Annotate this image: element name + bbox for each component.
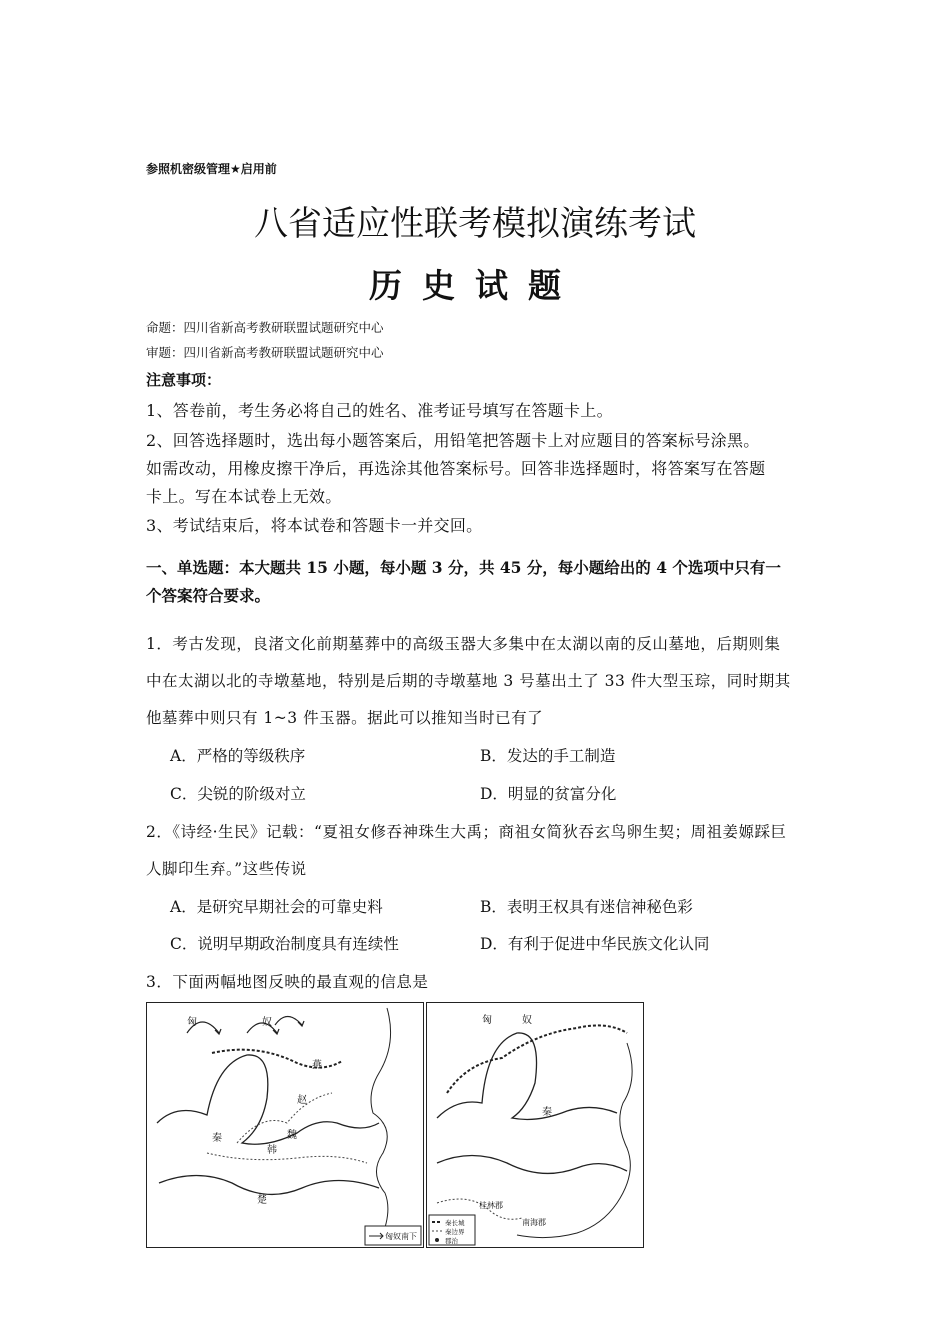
map-label: 匈: [482, 1015, 492, 1026]
map-qin-dynasty: [426, 1002, 644, 1248]
map-label: 秦: [542, 1107, 552, 1118]
question-1-line: 1．考古发现，良渚文化前期墓葬中的高级玉器大多集中在太湖以南的反山墓地，后期则集: [146, 635, 781, 653]
map-legend: 秦边界: [445, 1228, 465, 1236]
map-legend: 匈奴南下: [385, 1232, 417, 1241]
question-1-option-c[interactable]: C．尖锐的阶级对立: [170, 785, 306, 803]
notes-line: 如需改动，用橡皮擦干净后，再选涂其他答案标号。回答非选择题时，将答案写在答题: [146, 459, 766, 478]
map-label: 桂林郡: [479, 1201, 503, 1210]
notes-line: 1、答卷前，考生务必将自己的姓名、准考证号填写在答题卡上。: [146, 401, 613, 420]
question-1-option-a[interactable]: A．严格的等级秩序: [170, 747, 306, 765]
section-heading: 一、单选题：本大题共 15 小题，每小题 3 分，共 45 分，每小题给出的 4 个选项中只有一: [146, 558, 781, 577]
map-label: 韩: [267, 1145, 277, 1156]
map-legend: 秦长城: [445, 1219, 465, 1227]
map-label: 奴: [262, 1017, 272, 1028]
map-label: 匈: [187, 1017, 197, 1028]
question-2-line: 2．《诗经·生民》记载：“夏祖女修吞神珠生大禹；商祖女简狄吞玄鸟卵生契；周祖姜嫄踩巨: [146, 823, 787, 841]
map-label: 魏: [287, 1130, 297, 1141]
question-1-option-d[interactable]: D．明显的贫富分化: [480, 785, 617, 803]
map-label: 燕: [312, 1060, 322, 1071]
section-heading: 个答案符合要求。: [146, 586, 271, 605]
author-line: 命题：四川省新高考教研联盟试题研究中心: [146, 320, 384, 335]
map-legend: 郡治: [445, 1237, 458, 1245]
map-label: 奴: [522, 1015, 532, 1026]
question-2-option-b[interactable]: B．表明王权具有迷信神秘色彩: [480, 898, 693, 916]
question-3-line: 3．下面两幅地图反映的最直观的信息是: [146, 973, 429, 991]
question-2-option-c[interactable]: C．说明早期政治制度具有连续性: [170, 935, 399, 953]
reviewer-line: 审题：四川省新高考教研联盟试题研究中心: [146, 345, 384, 360]
notes-line: 卡上。写在本试卷上无效。: [146, 487, 342, 506]
secret-label: 参照机密级管理★启用前: [146, 162, 277, 176]
notes-line: 3、考试结束后，将本试卷和答题卡一并交回。: [146, 516, 483, 535]
question-1-option-b[interactable]: B．发达的手工制造: [480, 747, 616, 765]
map-label: 秦: [212, 1133, 222, 1144]
question-1-line: 中在太湖以北的寺墩墓地，特别是后期的寺墩墓地 3 号墓出土了 33 件大型玉琮，同时期其: [146, 672, 791, 690]
notes-heading: 注意事项：: [146, 371, 222, 389]
map-label: 楚: [257, 1195, 267, 1206]
map-label: 赵: [297, 1095, 307, 1106]
xiongnu-arrow-icon: [275, 1017, 302, 1026]
question-2-option-d[interactable]: D．有利于促进中华民族文化认同: [480, 935, 710, 953]
map-label: 南海郡: [522, 1218, 546, 1227]
exam-subtitle: 历史试题: [369, 266, 581, 305]
question-2-line: 人脚印生弃。”这些传说: [146, 860, 307, 878]
map-warring-states: [146, 1002, 424, 1248]
notes-line: 2、回答选择题时，选出每小题答案后，用铅笔把答题卡上对应题目的答案标号涂黑。: [146, 431, 760, 450]
exam-title: 八省适应性联考模拟演练考试: [254, 204, 696, 244]
question-1-line: 他墓葬中则只有 1~3 件玉器。据此可以推知当时已有了: [146, 709, 544, 727]
question-2-option-a[interactable]: A．是研究早期社会的可靠史料: [170, 898, 383, 916]
